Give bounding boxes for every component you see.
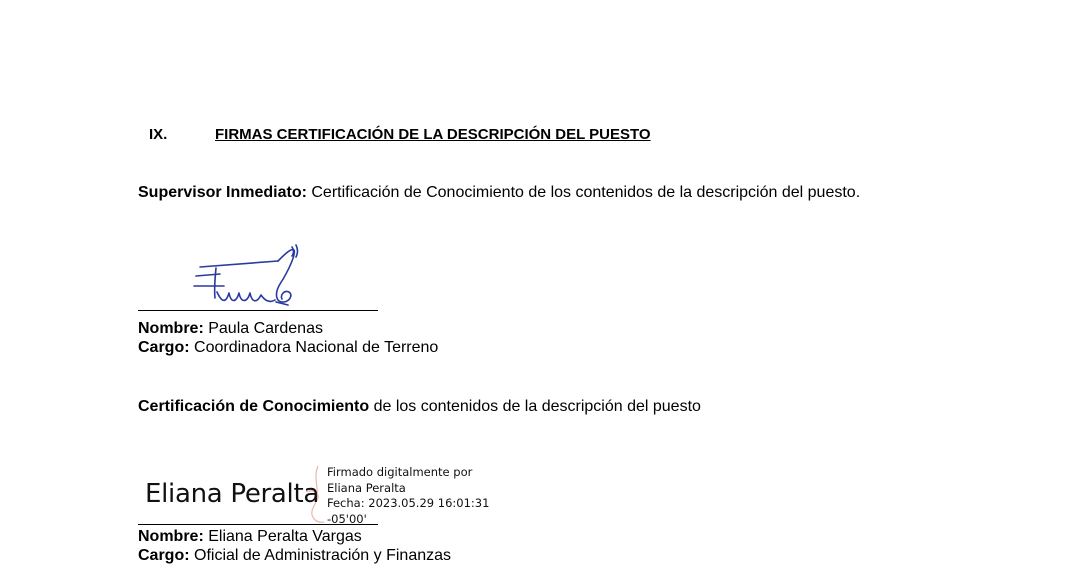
employee-role-value: Oficial de Administración y Finanzas [189,547,452,564]
supervisor-role-row [138,338,438,357]
employee-name-row [138,527,362,546]
supervisor-role-label: Cargo: [138,339,190,356]
handwritten-signature [190,240,310,312]
digital-signature-line: -05'00' [327,511,367,526]
supervisor-signature-line [138,310,378,311]
employee-certification-label: Certificación de Conocimiento [138,398,370,415]
supervisor-name-value: Paula Cardenas [203,320,323,337]
employee-name-value: Eliana Peralta Vargas [203,528,362,545]
digital-signature-line: Fecha: 2023.05.29 16:01:31 [327,496,490,510]
employee-certification-line [138,397,701,416]
supervisor-role-value: Coordinadora Nacional de Terreno [189,339,439,356]
employee-certification-text: de los contenidos de la descripción del puesto [369,398,701,415]
section-title: FIRMAS CERTIFICACIÓN DE LA DESCRIPCIÓN DEL PUESTO [215,126,651,143]
section-number: IX. [149,126,168,143]
employee-role-row [138,546,451,565]
employee-name-label: Nombre: [138,528,204,545]
supervisor-certification-text: Certificación de Conocimiento de los contenidos de la descripción del puesto. [306,184,861,201]
digital-signature-line: Firmado digitalmente por [327,465,473,479]
employee-signature-line [138,524,378,525]
digital-signature-line: Eliana Peralta [327,480,406,495]
typed-signature: Eliana Peralta [145,479,320,509]
supervisor-label: Supervisor Inmediato: [138,184,307,201]
digital-signature-details [327,465,489,527]
employee-role-label: Cargo: [138,547,190,564]
supervisor-name-label: Nombre: [138,320,204,337]
supervisor-certification-line [138,183,860,202]
supervisor-name-row [138,319,323,338]
